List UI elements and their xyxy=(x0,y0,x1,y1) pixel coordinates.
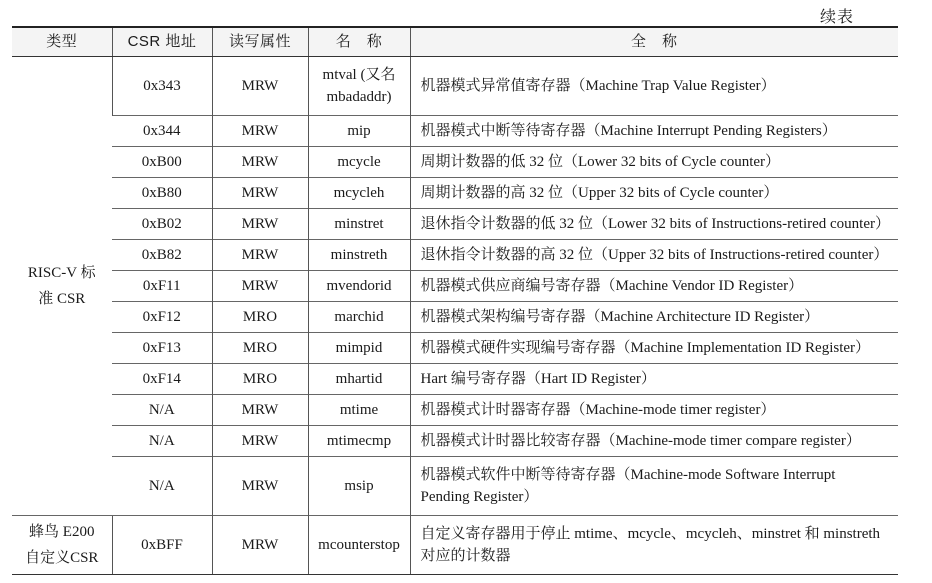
addr-cell: 0xF11 xyxy=(112,271,212,302)
full-name-cell: 机器模式架构编号寄存器（Machine Architecture ID Register） xyxy=(410,302,898,333)
table-row xyxy=(12,457,898,516)
name-cell: mhartid xyxy=(308,364,410,395)
table-body xyxy=(12,57,898,575)
header-row xyxy=(12,27,898,57)
table-row xyxy=(12,178,898,209)
header-full-name: 全 称 xyxy=(410,27,898,57)
table-row xyxy=(12,240,898,271)
name-cell: mcounterstop xyxy=(308,516,410,575)
name-cell: mcycleh xyxy=(308,178,410,209)
addr-cell: 0xB00 xyxy=(112,147,212,178)
rw-cell: MRW xyxy=(212,57,308,116)
name-cell: mtimecmp xyxy=(308,426,410,457)
table-row xyxy=(12,516,898,575)
full-name-line2: Pending Register） xyxy=(420,489,539,505)
full-name-line2: 对应的计数器 xyxy=(420,548,511,564)
addr-cell: 0x344 xyxy=(112,116,212,147)
full-name-cell: 机器模式中断等待寄存器（Machine Interrupt Pending Registers） xyxy=(410,116,898,147)
full-name-cell: 周期计数器的低 32 位（Lower 32 bits of Cycle counter） xyxy=(410,147,898,178)
name-cell: msip xyxy=(308,457,410,516)
rw-cell: MRO xyxy=(212,302,308,333)
full-name-cell xyxy=(410,457,898,516)
table-row xyxy=(12,395,898,426)
table-row xyxy=(12,302,898,333)
full-name-cell: 机器模式计时器比较寄存器（Machine-mode timer compare register） xyxy=(410,426,898,457)
full-name-cell: Hart 编号寄存器（Hart ID Register） xyxy=(410,364,898,395)
name-cell: minstreth xyxy=(308,240,410,271)
full-name-cell xyxy=(410,516,898,575)
rw-cell: MRW xyxy=(212,395,308,426)
addr-cell: 0xB82 xyxy=(112,240,212,271)
name-cell: marchid xyxy=(308,302,410,333)
rw-cell: MRO xyxy=(212,364,308,395)
table-row xyxy=(12,426,898,457)
addr-cell: 0xB02 xyxy=(112,209,212,240)
full-name-line1: 自定义寄存器用于停止 mtime、mcycle、mcycleh、minstret 和 minstreth xyxy=(420,526,881,542)
full-name-cell: 退休指令计数器的高 32 位（Upper 32 bits of Instructions-retired counter） xyxy=(410,240,898,271)
header-name: 名 称 xyxy=(308,27,410,57)
full-name-cell: 机器模式异常值寄存器（Machine Trap Value Register） xyxy=(410,57,898,116)
addr-cell: 0xBFF xyxy=(112,516,212,575)
name-line1: mtval (又名 xyxy=(322,67,396,83)
header-rw: 读写属性 xyxy=(212,27,308,57)
table-row xyxy=(12,364,898,395)
full-name-line1: 机器模式软件中断等待寄存器（Machine-mode Software Interrupt xyxy=(420,467,836,483)
group-custom-cell xyxy=(12,516,112,575)
full-name-cell: 退休指令计数器的低 32 位（Lower 32 bits of Instructions-retired counter） xyxy=(410,209,898,240)
addr-cell: 0xB80 xyxy=(112,178,212,209)
addr-cell: 0xF14 xyxy=(112,364,212,395)
name-cell: mcycle xyxy=(308,147,410,178)
table-row xyxy=(12,333,898,364)
group-standard-cell xyxy=(12,57,112,516)
rw-cell: MRW xyxy=(212,426,308,457)
addr-cell: 0x343 xyxy=(112,57,212,116)
name-line2: mbadaddr) xyxy=(326,89,392,105)
name-cell xyxy=(308,57,410,116)
name-cell: mimpid xyxy=(308,333,410,364)
rw-cell: MRW xyxy=(212,516,308,575)
full-name-cell: 机器模式硬件实现编号寄存器（Machine Implementation ID Register） xyxy=(410,333,898,364)
rw-cell: MRW xyxy=(212,209,308,240)
addr-cell: 0xF12 xyxy=(112,302,212,333)
full-name-cell: 机器模式供应商编号寄存器（Machine Vendor ID Register） xyxy=(410,271,898,302)
header-type: 类型 xyxy=(12,27,112,57)
addr-cell: N/A xyxy=(112,395,212,426)
rw-cell: MRO xyxy=(212,333,308,364)
name-cell: minstret xyxy=(308,209,410,240)
addr-cell: N/A xyxy=(112,457,212,516)
continuation-label: 续表 xyxy=(819,9,854,26)
table-row xyxy=(12,147,898,178)
rw-cell: MRW xyxy=(212,147,308,178)
rw-cell: MRW xyxy=(212,240,308,271)
rw-cell: MRW xyxy=(212,178,308,209)
table-row xyxy=(12,57,898,116)
full-name-cell: 周期计数器的高 32 位（Upper 32 bits of Cycle counter） xyxy=(410,178,898,209)
rw-cell: MRW xyxy=(212,116,308,147)
addr-cell: N/A xyxy=(112,426,212,457)
table-row xyxy=(12,271,898,302)
group-standard-line2: 准 CSR xyxy=(38,291,86,307)
rw-cell: MRW xyxy=(212,271,308,302)
name-cell: mip xyxy=(308,116,410,147)
csr-table xyxy=(12,26,898,575)
name-cell: mvendorid xyxy=(308,271,410,302)
table-row xyxy=(12,116,898,147)
group-custom-line1: 蜂鸟 E200 xyxy=(29,524,95,540)
full-name-cell: 机器模式计时器寄存器（Machine-mode timer register） xyxy=(410,395,898,426)
rw-cell: MRW xyxy=(212,457,308,516)
header-address: CSR 地址 xyxy=(112,27,212,57)
name-cell: mtime xyxy=(308,395,410,426)
group-custom-line2: 自定义CSR xyxy=(25,550,99,566)
table-row xyxy=(12,209,898,240)
group-standard-line1: RISC-V 标 xyxy=(27,265,96,281)
addr-cell: 0xF13 xyxy=(112,333,212,364)
